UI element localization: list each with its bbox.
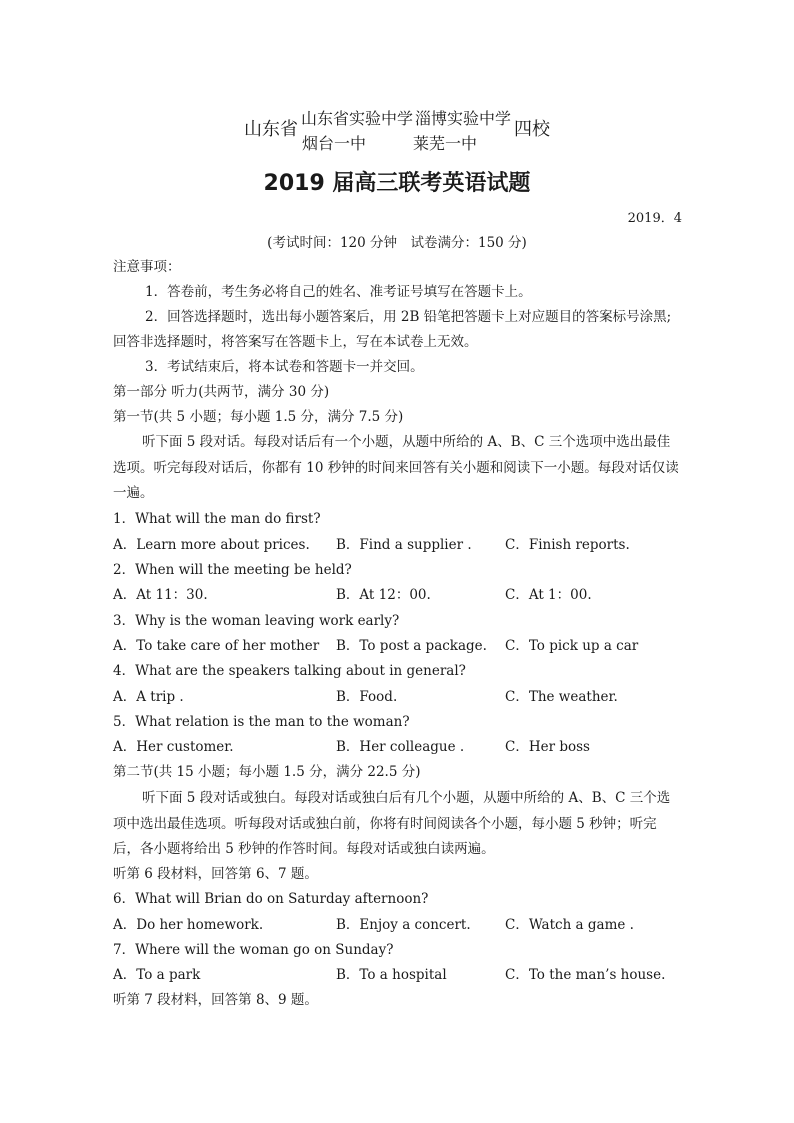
exam-info: (考试时间：120 分钟 试卷满分：150 分) bbox=[267, 235, 527, 251]
answer-option: A．Do her homework. bbox=[113, 917, 264, 933]
question-text: 7．Where will the woman go on Sunday? bbox=[113, 942, 394, 958]
answer-option: A．To a park bbox=[113, 967, 201, 983]
section-instructions: 听下面 5 段对话或独白。每段对话或独白后有几个小题，从题中所给的 A、B、C 三个选项中选出最佳选项。听每段对话或独白前，你将有时间阅读各个小题，每小题 5 秒钟；听完后，各小题将给出 5 秒钟的作答时间。每段对话或独白读两遍。 bbox=[113, 790, 671, 857]
question-text: 6．What will Brian do on Saturday afternoon? bbox=[113, 891, 429, 907]
note-item: 1．答卷前，考生务必将自己的姓名、准考证号填写在答题卡上。 bbox=[145, 284, 532, 300]
answer-option: C．To the man’s house. bbox=[505, 967, 666, 983]
school-name: 莱芜一中 bbox=[413, 134, 478, 153]
note-item: 回答非选择题时，将答案写在答题卡上，写在本试卷上无效。 bbox=[113, 334, 478, 350]
material-label: 听第 6 段材料，回答第 6、7 题。 bbox=[113, 866, 318, 882]
answer-option: C．Finish reports. bbox=[505, 537, 630, 553]
question-text: 3．Why is the woman leaving work early? bbox=[113, 613, 400, 629]
school-name: 山东省实验中学 bbox=[301, 109, 414, 128]
section-instructions: 听下面 5 段对话。每段对话后有一个小题，从题中所给的 A、B、C 三个选项中选出最佳选项。听完每段对话后，你都有 10 秒钟的时间来回答有关小题和阅读下一小题。每段对话仅读一遍。 bbox=[113, 434, 679, 501]
question-text: 5．What relation is the man to the woman? bbox=[113, 714, 410, 730]
header-suffix: 四校 bbox=[514, 119, 550, 140]
question-text: 1．What will the man do first? bbox=[113, 511, 321, 527]
answer-option: C．Watch a game . bbox=[505, 917, 634, 933]
note-item: 2．回答选择题时，选出每小题答案后，用 2B 铅笔把答题卡上对应题目的答案标号涂黑; bbox=[145, 309, 672, 325]
answer-option: C．Her boss bbox=[505, 739, 590, 755]
answer-option: A．A trip . bbox=[113, 689, 184, 705]
notes-heading: 注意事项： bbox=[113, 259, 181, 275]
answer-option: A．Learn more about prices. bbox=[113, 537, 310, 553]
question-text: 4．What are the speakers talking about in general? bbox=[113, 663, 466, 679]
answer-option: B．To post a package. bbox=[336, 638, 487, 654]
answer-option: B．Find a supplier . bbox=[336, 537, 472, 553]
question-text: 2．When will the meeting be held? bbox=[113, 562, 352, 578]
answer-option: A．At 11：30. bbox=[113, 587, 208, 603]
answer-option: C．The weather. bbox=[505, 689, 618, 705]
answer-option: A．To take care of her mother bbox=[113, 638, 320, 654]
page-title: 2019 届高三联考英语试题 bbox=[263, 171, 531, 196]
answer-option: B．At 12：00. bbox=[336, 587, 431, 603]
province-label: 山东省 bbox=[244, 119, 298, 140]
answer-option: B．Enjoy a concert. bbox=[336, 917, 471, 933]
material-label: 听第 7 段材料，回答第 8、9 题。 bbox=[113, 992, 318, 1008]
section-heading: 第二节(共 15 小题；每小题 1.5 分，满分 22.5 分) bbox=[113, 764, 421, 780]
answer-option: C．To pick up a car bbox=[505, 638, 639, 654]
answer-option: B．Food. bbox=[336, 689, 398, 705]
answer-option: B．To a hospital bbox=[336, 967, 447, 983]
answer-option: A．Her customer. bbox=[113, 739, 234, 755]
part-heading: 第一部分 听力(共两节，满分 30 分) bbox=[113, 384, 330, 400]
school-name: 淄博实验中学 bbox=[415, 109, 512, 128]
exam-date: 2019．4 bbox=[627, 211, 682, 226]
section-heading: 第一节(共 5 小题；每小题 1.5 分，满分 7.5 分) bbox=[113, 409, 404, 425]
answer-option: C．At 1：00. bbox=[505, 587, 592, 603]
school-name: 烟台一中 bbox=[302, 134, 367, 153]
note-item: 3．考试结束后，将本试卷和答题卡一并交回。 bbox=[145, 359, 424, 375]
answer-option: B．Her colleague . bbox=[336, 739, 465, 755]
